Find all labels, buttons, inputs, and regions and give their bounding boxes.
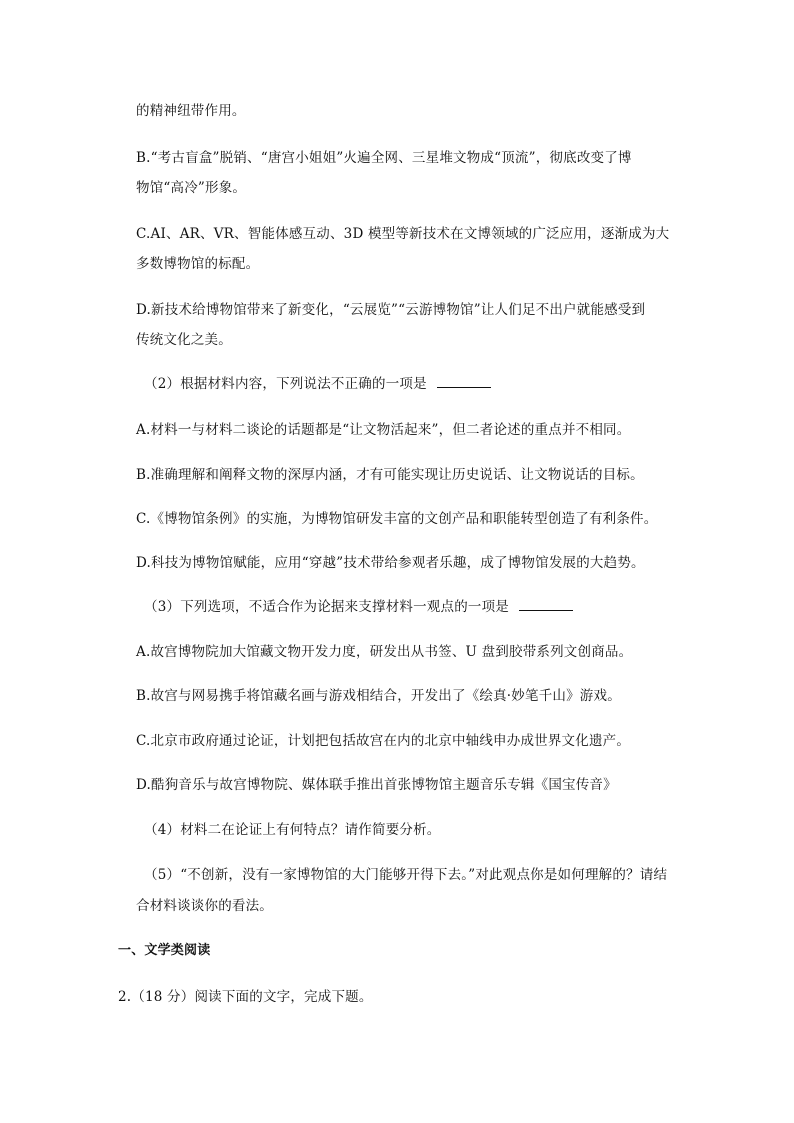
option-c-line-1: C.AI、AR、VR、智能体感互动、3D 模型等新技术在文博领域的广泛应用，逐渐成为大 <box>136 226 670 242</box>
answer-blank[interactable] <box>519 598 573 611</box>
q2-option-a: A.材料一与材料二谈论的话题都是“让文物活起来”，但二者论述的重点并不相同。 <box>136 422 631 438</box>
option-d-line-2: 传统文化之美。 <box>136 332 232 348</box>
q2-option-b: B.准确理解和阐释文物的深厚内涵，才有可能实现让历史说话、让文物说话的目标。 <box>136 467 644 483</box>
q2-option-d: D.科技为博物馆赋能，应用“穿越”技术带给参观者乐趣，成了博物馆发展的大趋势。 <box>136 555 645 571</box>
q2-option-c: C.《博物馆条例》的实施，为博物馆研发丰富的文创产品和职能转型创造了有利条件。 <box>136 511 658 527</box>
option-b-line-1: B.“考古盲盒”脱销、“唐宫小姐姐”火遍全网、三星堆文物成“顶流”，彻底改变了博 <box>136 150 632 166</box>
section-heading: 一、文学类阅读 <box>118 943 211 958</box>
option-c-line-2: 多数博物馆的标配。 <box>136 256 260 272</box>
option-d-line-1: D.新技术给博物馆带来了新变化，“云展览”“云游博物馆”让人们足不出户就能感受到 <box>136 302 646 318</box>
option-b-line-2: 物馆“高冷”形象。 <box>136 180 247 196</box>
question-2-text: （2）根据材料内容，下列说法不正确的一项是 <box>144 376 427 392</box>
question-5-line-2: 合材料谈谈你的看法。 <box>136 898 273 914</box>
question-2 <box>144 375 491 393</box>
question-3-text: （3）下列选项，不适合作为论据来支撑材料一观点的一项是 <box>144 599 509 615</box>
q3-option-b: B.故宫与网易携手将馆藏名画与游戏相结合，开发出了《绘真·妙笔千山》游戏。 <box>136 688 621 704</box>
answer-blank[interactable] <box>437 375 491 388</box>
question-2-title: 2.（18 分）阅读下面的文字，完成下题。 <box>118 989 373 1005</box>
q3-option-a: A.故宫博物院加大馆藏文物开发力度，研发出从书签、U 盘到胶带系列文创商品。 <box>136 644 633 660</box>
question-4: （4）材料二在论证上有何特点？请作简要分析。 <box>144 822 441 838</box>
question-3 <box>144 598 573 616</box>
question-5-line-1: （5）“不创新，没有一家博物馆的大门能够开得下去。”对此观点你是如何理解的？请结 <box>144 867 668 883</box>
q3-option-d: D.酷狗音乐与故宫博物院、媒体联手推出首张博物馆主题音乐专辑《国宝传音》 <box>136 777 617 793</box>
text-line: 的精神纽带作用。 <box>136 103 246 119</box>
q3-option-c: C.北京市政府通过论证，计划把包括故宫在内的北京中轴线申办成世界文化遗产。 <box>136 733 631 749</box>
